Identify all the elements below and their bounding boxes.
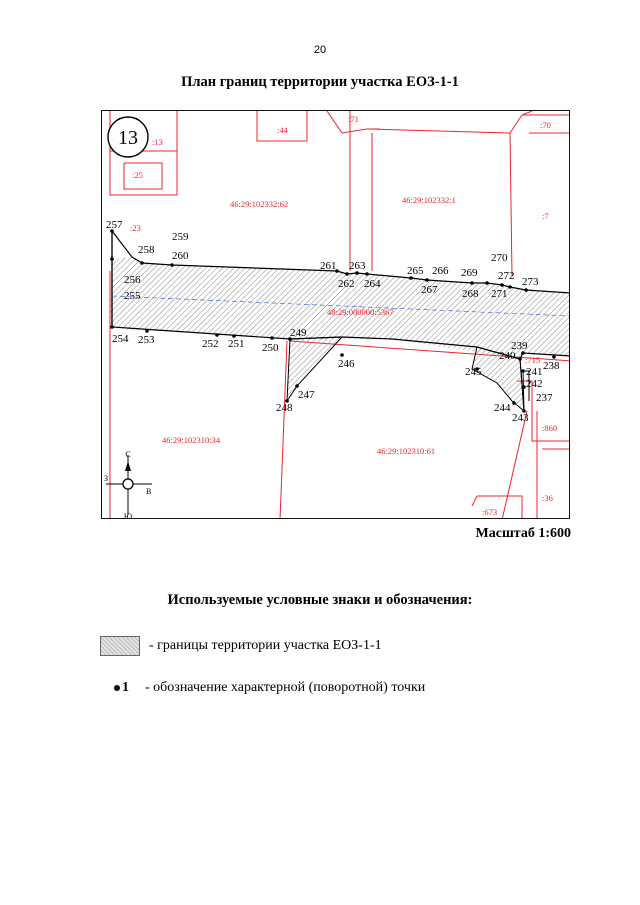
point-label: 237 [536, 392, 553, 404]
point-label: 271 [491, 288, 508, 300]
point-label: 269 [461, 267, 478, 279]
parcel-label: :25 [132, 170, 143, 180]
point-label: 263 [349, 260, 366, 272]
parcel-label: :673 [482, 507, 498, 517]
point-label: 253 [138, 334, 155, 346]
point-label: 260 [172, 250, 189, 262]
point-sample-number: 1 [122, 680, 129, 695]
point-label: 272 [498, 270, 515, 282]
hatched-area-swatch [100, 636, 140, 656]
page-title: План границ территории участка ЕОЗ-1-1 [181, 74, 459, 90]
parcel-label: :7 [542, 211, 549, 221]
parcel-label: 46:29:102310:34 [162, 435, 221, 445]
map-scale: Масштаб 1:600 [475, 526, 571, 541]
point-label: 255 [124, 290, 141, 302]
point-label: 243 [512, 412, 529, 424]
parcel-label: :36 [542, 493, 553, 503]
parcel-label: :44 [277, 125, 288, 135]
legend-area-row [100, 636, 382, 656]
parcel-label: 46:29:102310:61 [377, 446, 436, 456]
point-label: 256 [124, 274, 141, 286]
compass-rose [104, 450, 152, 519]
point-label: 261 [320, 260, 337, 272]
parcel-label: :71 [348, 114, 359, 124]
point-marker-icon [114, 685, 120, 691]
point-label: 265 [407, 265, 424, 277]
svg-text:З: З [104, 474, 109, 483]
point-label: 246 [338, 358, 355, 370]
page-number: 20 [313, 44, 327, 56]
legend-point-text: - обозначение характерной (поворотной) точки [145, 680, 426, 695]
point-label: 241 [526, 366, 543, 378]
sheet-number: 13 [118, 127, 138, 149]
parcel-label: :13 [152, 137, 163, 147]
point-label: 273 [522, 276, 539, 288]
point-label: 249 [290, 327, 307, 339]
territory-boundary-south-west [287, 337, 342, 401]
legend-heading: Используемые условные знаки и обозначения: [167, 592, 473, 608]
svg-text:С: С [125, 450, 131, 459]
legend-area-text: - границы территории участка ЕОЗ-1-1 [149, 638, 382, 653]
point-label: 262 [338, 278, 355, 290]
point-label: 252 [202, 338, 219, 350]
parcel-label: :23 [130, 223, 141, 233]
point-label: 240 [499, 350, 516, 362]
point-sample [114, 680, 129, 696]
point-label: 258 [138, 244, 155, 256]
parcel-label: :70 [540, 120, 551, 130]
zone-label: 48:29:000000:5367 [327, 307, 394, 317]
point-label: 250 [262, 342, 279, 354]
point-label: 248 [276, 402, 293, 414]
parcel-label: :860 [542, 423, 558, 433]
parcel-label: :715 [525, 355, 541, 365]
point-label: 268 [462, 288, 479, 300]
svg-text:Ю: Ю [123, 512, 133, 519]
point-label: 244 [494, 402, 511, 414]
parcel-label: 46:29:102332:62 [230, 199, 289, 209]
point-label: 247 [298, 389, 315, 401]
point-label: 257 [106, 219, 123, 231]
svg-text:В: В [146, 487, 152, 496]
point-label: 264 [364, 278, 381, 290]
point-label: 251 [228, 338, 245, 350]
point-label: 254 [112, 333, 129, 345]
point-label: 239 [511, 340, 528, 352]
point-label: 238 [543, 360, 560, 372]
point-label: 266 [432, 265, 449, 277]
point-label: 245 [465, 366, 482, 378]
point-label: 259 [172, 231, 189, 243]
north-arrow-icon [125, 461, 131, 471]
legend-point-row [114, 680, 425, 696]
sheet-number-badge [108, 117, 148, 157]
parcel-label: 46:29:102332:1 [402, 195, 456, 205]
point-label: 267 [421, 284, 438, 296]
point-label: 270 [491, 252, 508, 264]
site-plan-map [101, 110, 570, 519]
point-label: 242 [526, 378, 543, 390]
